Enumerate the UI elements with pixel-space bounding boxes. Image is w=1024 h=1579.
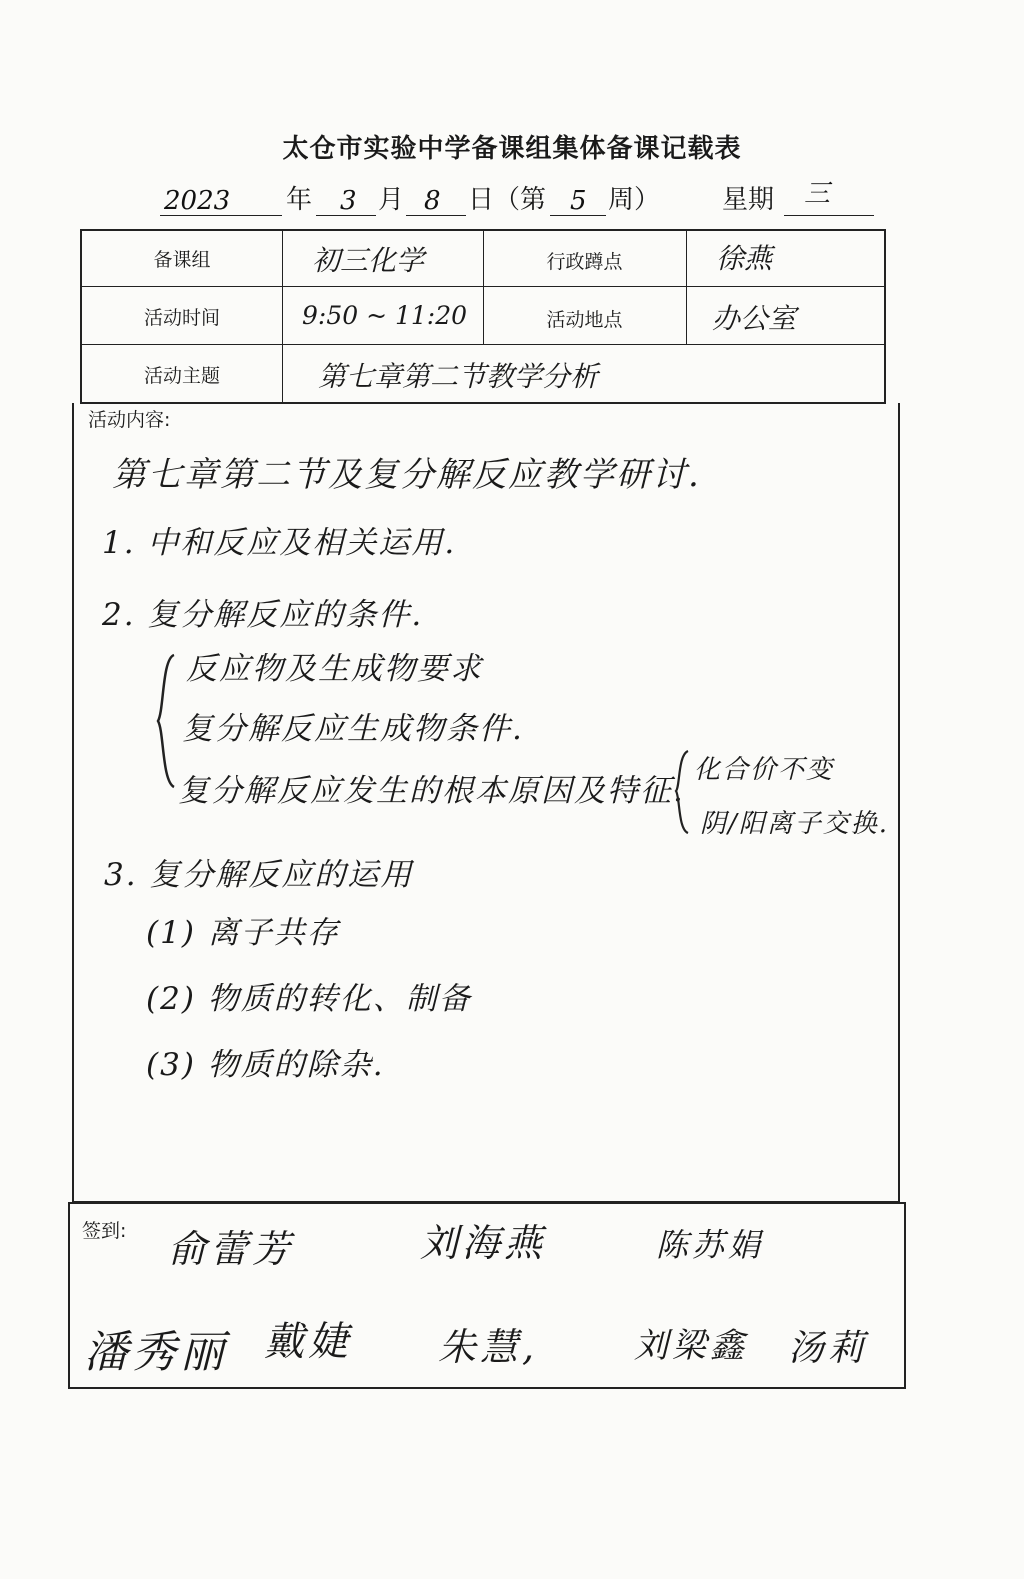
brace-icon xyxy=(154,651,178,791)
content-item-2-sub-2: 复分解反应生成物条件. xyxy=(182,711,524,747)
signature: 刘海燕 xyxy=(420,1221,547,1265)
content-section xyxy=(72,403,900,1203)
sign-label: 签到: xyxy=(82,1220,127,1242)
time-label: 活动时间 xyxy=(143,307,220,329)
theme-label: 活动主题 xyxy=(143,365,220,387)
content-item-3-sub-3: (3) 物质的除杂. xyxy=(146,1047,385,1083)
day-value: 8 xyxy=(424,186,441,216)
weekday-value: 三 xyxy=(804,179,831,209)
side-brace-icon xyxy=(672,747,692,837)
signature: 俞蕾芳 xyxy=(168,1227,295,1271)
content-item-3: 3. 复分解反应的运用 xyxy=(104,857,414,893)
content-item-2-sub-3: 复分解反应发生的根本原因及特征. xyxy=(178,773,685,809)
signature: 陈苏娟 xyxy=(656,1226,765,1264)
admin-value: 徐燕 xyxy=(716,242,773,275)
side-note-2: 阴/阳离子交换. xyxy=(700,809,890,839)
week-label: 周） xyxy=(608,185,661,215)
content-heading: 第七章第二节及复分解反应教学研讨. xyxy=(112,455,701,495)
day-label: 日（第 xyxy=(468,185,547,215)
month-value: 3 xyxy=(340,186,357,216)
signature: 汤莉 xyxy=(788,1328,869,1369)
content-item-2: 2. 复分解反应的条件. xyxy=(102,597,424,633)
signature: 戴婕 xyxy=(264,1319,352,1365)
month-label: 月 xyxy=(378,185,405,215)
content-item-3-sub-1: (1) 离子共存 xyxy=(146,915,340,951)
side-note-1: 化合价不变 xyxy=(694,755,835,785)
content-item-2-sub-1: 反应物及生成物要求 xyxy=(186,651,483,687)
form-title: 太仓市实验中学备课组集体备课记载表 xyxy=(282,134,742,164)
theme-value: 第七章第二节教学分析 xyxy=(318,360,599,393)
signature: 刘梁鑫 xyxy=(634,1326,748,1366)
year-label: 年 xyxy=(286,185,313,215)
date-line xyxy=(160,180,880,220)
sign-in-section xyxy=(68,1202,906,1389)
time-value: 9:50 ~ 11:20 xyxy=(302,301,468,330)
content-item-3-sub-2: (2) 物质的转化、制备 xyxy=(146,981,472,1017)
year-value: 2023 xyxy=(164,186,231,216)
place-label: 活动地点 xyxy=(546,309,623,331)
info-table xyxy=(80,229,886,404)
week-value: 5 xyxy=(570,186,587,216)
content-label: 活动内容: xyxy=(88,409,171,431)
group-label: 备课组 xyxy=(153,249,211,271)
signature: 潘秀丽 xyxy=(84,1327,228,1378)
place-value: 办公室 xyxy=(712,302,797,335)
admin-label: 行政蹲点 xyxy=(546,251,623,273)
group-value: 初三化学 xyxy=(312,244,425,277)
weekday-label: 星期 xyxy=(722,185,775,215)
content-item-1: 1. 中和反应及相关运用. xyxy=(102,525,457,561)
signature: 朱慧, xyxy=(438,1325,539,1369)
